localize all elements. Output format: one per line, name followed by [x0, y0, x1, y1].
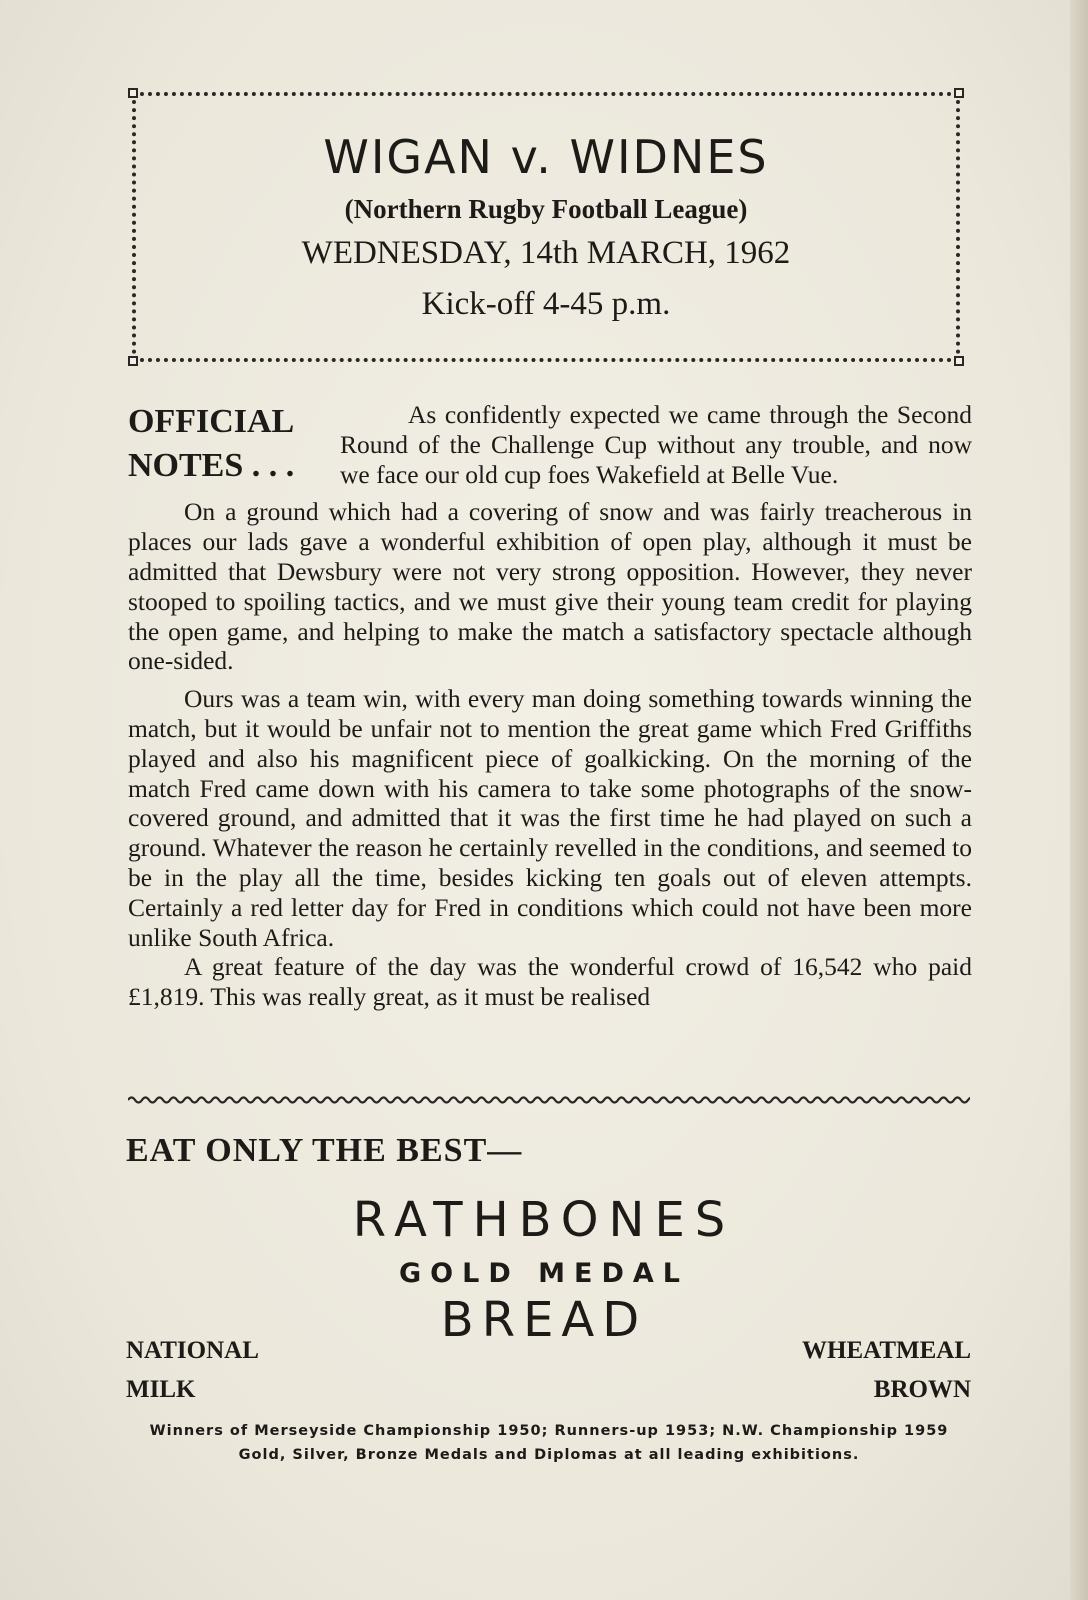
ad-tagline: EAT ONLY THE BEST—: [126, 1132, 523, 1169]
match-date: WEDNESDAY, 14th MARCH, 1962: [301, 235, 791, 271]
wavy-divider: [128, 1093, 970, 1107]
notes-heading-line1: OFFICIAL: [128, 403, 295, 440]
ad-product: BREAD: [440, 1292, 648, 1348]
notes-heading-line2: NOTES . . .: [128, 447, 295, 484]
corner-ornament: [128, 88, 138, 98]
corner-ornament: [954, 356, 964, 366]
page-edge: [1070, 0, 1088, 1600]
notes-paragraph: On a ground which had a covering of snow and was fairly treacherous in places our lads gave a wonderful exhibition of open play, although it must be admitted that Dewsbury were not very strong opposition. However, they never stooped to spoiling tactics, and we must give their young team credit for playing the open game, and helping to make the match a satisfactory spectacle although one-sided.: [128, 497, 972, 676]
official-notes: [128, 400, 972, 1012]
ad-awards-line: Gold, Silver, Bronze Medals and Diplomas at all leading exhibitions.: [238, 1447, 860, 1463]
match-title: WIGAN v. WIDNES: [323, 130, 769, 184]
notes-heading: [128, 400, 328, 488]
league-name: (Northern Rugby Football League): [344, 194, 748, 224]
notes-paragraph: Ours was a team win, with every man doing something towards winning the match, but it would be unfair not to mention the great game which Fred Griffiths played and also his magnificent piece of goalkicking. On the morning of the match Fred came down with his camera to take some photographs of the snow-covered ground, and admitted that it was the first time he had played on such a ground. Whatever the reason he certainly revelled in the conditions, and seemed to be in the play all the time, besides kicking ten goals out of eleven attempts. Certainly a red letter day for Fred in conditions which could not have been more unlike South Africa.: [128, 684, 972, 952]
corner-ornament: [128, 356, 138, 366]
ad-right-item: BROWN: [873, 1376, 971, 1403]
corner-ornament: [954, 88, 964, 98]
notes-paragraph: A great feature of the day was the wonderful crowd of 16,542 who paid £1,819. This was really great, as it must be realised: [128, 952, 972, 1012]
ad-awards-line: Winners of Merseyside Championship 1950; Runners-up 1953; N.W. Championship 1959: [149, 1423, 949, 1439]
ad-sub-brand: GOLD MEDAL: [399, 1258, 689, 1289]
ad-brand: RATHBONES: [352, 1192, 736, 1248]
notes-paragraph: As confidently expected we came through the Second Round of the Challenge Cup without any trouble, and now we face our old cup foes Wakefield at Belle Vue.: [340, 400, 972, 489]
ad-left-item: MILK: [126, 1376, 196, 1403]
match-header-box: [132, 92, 960, 362]
kickoff-time: Kick-off 4-45 p.m.: [421, 286, 671, 322]
ad-right-item: WHEATMEAL: [802, 1337, 971, 1364]
ad-left-item: NATIONAL: [126, 1337, 259, 1364]
